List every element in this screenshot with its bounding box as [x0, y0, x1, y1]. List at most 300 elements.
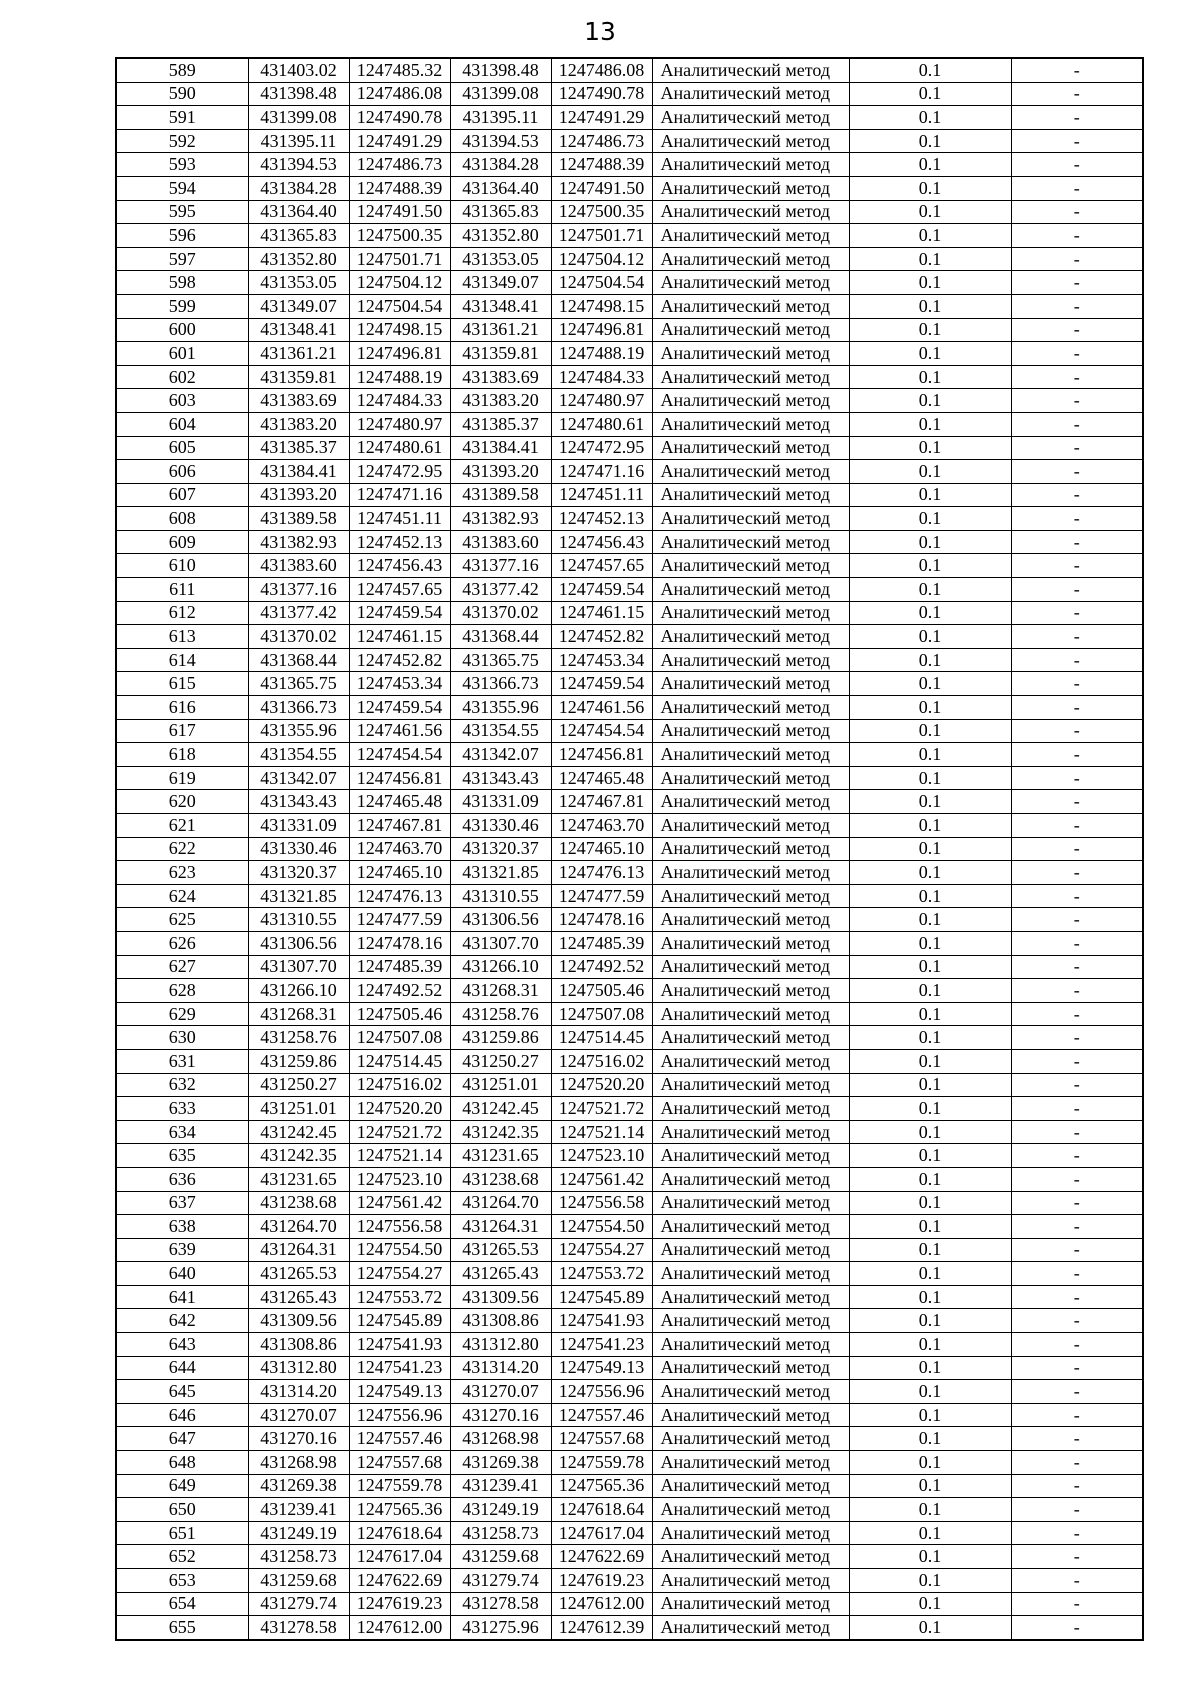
cell-point-number: 641 [116, 1285, 248, 1309]
cell-x-start: 431279.74 [248, 1592, 349, 1616]
cell-x-start: 431251.01 [248, 1097, 349, 1121]
cell-note: - [1011, 530, 1143, 554]
cell-x-end: 431365.83 [450, 200, 551, 224]
cell-point-number: 627 [116, 955, 248, 979]
cell-note: - [1011, 648, 1143, 672]
cell-y-end: 1247491.50 [551, 176, 652, 200]
cell-point-number: 631 [116, 1049, 248, 1073]
cell-y-end: 1247472.95 [551, 436, 652, 460]
cell-method: Аналитический метод [652, 200, 849, 224]
cell-x-end: 431239.41 [450, 1474, 551, 1498]
cell-accuracy: 0.1 [849, 1474, 1011, 1498]
cell-method: Аналитический метод [652, 1521, 849, 1545]
cell-accuracy: 0.1 [849, 318, 1011, 342]
cell-x-end: 431259.86 [450, 1026, 551, 1050]
cell-point-number: 630 [116, 1026, 248, 1050]
cell-x-end: 431312.80 [450, 1333, 551, 1357]
cell-method: Аналитический метод [652, 1356, 849, 1380]
cell-x-end: 431398.48 [450, 58, 551, 82]
cell-accuracy: 0.1 [849, 1144, 1011, 1168]
table-row [116, 1498, 1143, 1522]
cell-x-start: 431349.07 [248, 294, 349, 318]
cell-accuracy: 0.1 [849, 578, 1011, 602]
cell-y-end: 1247467.81 [551, 790, 652, 814]
cell-y-end: 1247622.69 [551, 1545, 652, 1569]
cell-note: - [1011, 1049, 1143, 1073]
cell-y-start: 1247545.89 [349, 1309, 450, 1333]
cell-point-number: 625 [116, 908, 248, 932]
cell-note: - [1011, 955, 1143, 979]
cell-x-start: 431393.20 [248, 483, 349, 507]
cell-y-end: 1247514.45 [551, 1026, 652, 1050]
cell-method: Аналитический метод [652, 1498, 849, 1522]
cell-method: Аналитический метод [652, 1026, 849, 1050]
cell-x-end: 431349.07 [450, 271, 551, 295]
cell-y-start: 1247453.34 [349, 672, 450, 696]
cell-note: - [1011, 1191, 1143, 1215]
table-row [116, 1380, 1143, 1404]
cell-point-number: 598 [116, 271, 248, 295]
cell-y-end: 1247451.11 [551, 483, 652, 507]
cell-method: Аналитический метод [652, 483, 849, 507]
cell-y-start: 1247505.46 [349, 1002, 450, 1026]
cell-x-end: 431268.31 [450, 979, 551, 1003]
cell-y-start: 1247557.46 [349, 1427, 450, 1451]
cell-note: - [1011, 342, 1143, 366]
cell-y-end: 1247476.13 [551, 861, 652, 885]
cell-x-start: 431309.56 [248, 1309, 349, 1333]
cell-y-end: 1247559.78 [551, 1451, 652, 1475]
cell-y-end: 1247553.72 [551, 1262, 652, 1286]
cell-y-start: 1247619.23 [349, 1592, 450, 1616]
cell-point-number: 618 [116, 743, 248, 767]
cell-accuracy: 0.1 [849, 1026, 1011, 1050]
cell-y-start: 1247561.42 [349, 1191, 450, 1215]
cell-x-start: 431383.20 [248, 412, 349, 436]
cell-y-start: 1247459.54 [349, 601, 450, 625]
cell-x-end: 431265.53 [450, 1238, 551, 1262]
cell-y-end: 1247523.10 [551, 1144, 652, 1168]
cell-x-end: 431399.08 [450, 82, 551, 106]
cell-accuracy: 0.1 [849, 648, 1011, 672]
table-row [116, 58, 1143, 82]
table-row [116, 672, 1143, 696]
table-row [116, 1521, 1143, 1545]
cell-point-number: 603 [116, 389, 248, 413]
cell-accuracy: 0.1 [849, 224, 1011, 248]
cell-method: Аналитический метод [652, 1002, 849, 1026]
table-row [116, 129, 1143, 153]
cell-point-number: 645 [116, 1380, 248, 1404]
table-row [116, 530, 1143, 554]
cell-note: - [1011, 625, 1143, 649]
cell-accuracy: 0.1 [849, 1120, 1011, 1144]
cell-accuracy: 0.1 [849, 1616, 1011, 1640]
cell-point-number: 616 [116, 696, 248, 720]
cell-method: Аналитический метод [652, 1120, 849, 1144]
cell-y-start: 1247452.13 [349, 530, 450, 554]
cell-x-start: 431259.86 [248, 1049, 349, 1073]
cell-y-start: 1247472.95 [349, 460, 450, 484]
cell-note: - [1011, 672, 1143, 696]
cell-point-number: 620 [116, 790, 248, 814]
cell-y-start: 1247500.35 [349, 224, 450, 248]
cell-y-start: 1247486.08 [349, 82, 450, 106]
cell-accuracy: 0.1 [849, 979, 1011, 1003]
cell-x-end: 431359.81 [450, 342, 551, 366]
cell-accuracy: 0.1 [849, 200, 1011, 224]
cell-note: - [1011, 884, 1143, 908]
cell-x-start: 431359.81 [248, 365, 349, 389]
table-row [116, 460, 1143, 484]
cell-point-number: 605 [116, 436, 248, 460]
cell-x-start: 431308.86 [248, 1333, 349, 1357]
cell-method: Аналитический метод [652, 342, 849, 366]
table-row [116, 1215, 1143, 1239]
table-body [116, 58, 1143, 1640]
cell-x-start: 431366.73 [248, 696, 349, 720]
cell-point-number: 632 [116, 1073, 248, 1097]
cell-note: - [1011, 82, 1143, 106]
cell-accuracy: 0.1 [849, 601, 1011, 625]
cell-y-start: 1247498.15 [349, 318, 450, 342]
table-row [116, 1592, 1143, 1616]
cell-accuracy: 0.1 [849, 861, 1011, 885]
table-row [116, 1120, 1143, 1144]
cell-point-number: 651 [116, 1521, 248, 1545]
cell-method: Аналитический метод [652, 1451, 849, 1475]
cell-x-start: 431265.43 [248, 1285, 349, 1309]
cell-y-start: 1247484.33 [349, 389, 450, 413]
cell-accuracy: 0.1 [849, 743, 1011, 767]
cell-note: - [1011, 318, 1143, 342]
cell-y-end: 1247463.70 [551, 814, 652, 838]
cell-y-start: 1247622.69 [349, 1569, 450, 1593]
cell-method: Аналитический метод [652, 861, 849, 885]
cell-accuracy: 0.1 [849, 1309, 1011, 1333]
cell-x-end: 431251.01 [450, 1073, 551, 1097]
cell-y-end: 1247504.54 [551, 271, 652, 295]
cell-y-end: 1247565.36 [551, 1474, 652, 1498]
cell-y-end: 1247461.56 [551, 696, 652, 720]
cell-y-start: 1247521.14 [349, 1144, 450, 1168]
cell-x-start: 431278.58 [248, 1616, 349, 1640]
table-row [116, 979, 1143, 1003]
cell-point-number: 644 [116, 1356, 248, 1380]
cell-point-number: 654 [116, 1592, 248, 1616]
cell-point-number: 629 [116, 1002, 248, 1026]
cell-note: - [1011, 1569, 1143, 1593]
cell-y-end: 1247461.15 [551, 601, 652, 625]
cell-x-end: 431368.44 [450, 625, 551, 649]
cell-x-start: 431265.53 [248, 1262, 349, 1286]
table-row [116, 1144, 1143, 1168]
cell-y-start: 1247480.97 [349, 412, 450, 436]
cell-x-end: 431382.93 [450, 507, 551, 531]
table-row [116, 1309, 1143, 1333]
cell-accuracy: 0.1 [849, 460, 1011, 484]
cell-x-end: 431242.35 [450, 1120, 551, 1144]
cell-point-number: 624 [116, 884, 248, 908]
cell-y-end: 1247486.73 [551, 129, 652, 153]
cell-y-start: 1247467.81 [349, 814, 450, 838]
cell-note: - [1011, 1215, 1143, 1239]
cell-x-end: 431309.56 [450, 1285, 551, 1309]
cell-method: Аналитический метод [652, 955, 849, 979]
cell-method: Аналитический метод [652, 648, 849, 672]
cell-note: - [1011, 601, 1143, 625]
cell-y-end: 1247516.02 [551, 1049, 652, 1073]
cell-y-start: 1247504.12 [349, 271, 450, 295]
cell-y-end: 1247545.89 [551, 1285, 652, 1309]
cell-note: - [1011, 814, 1143, 838]
cell-accuracy: 0.1 [849, 837, 1011, 861]
cell-method: Аналитический метод [652, 1144, 849, 1168]
cell-x-end: 431307.70 [450, 931, 551, 955]
cell-x-start: 431312.80 [248, 1356, 349, 1380]
table-row [116, 837, 1143, 861]
cell-accuracy: 0.1 [849, 507, 1011, 531]
cell-accuracy: 0.1 [849, 1285, 1011, 1309]
cell-accuracy: 0.1 [849, 1380, 1011, 1404]
cell-y-start: 1247523.10 [349, 1167, 450, 1191]
cell-x-end: 431365.75 [450, 648, 551, 672]
cell-y-end: 1247480.61 [551, 412, 652, 436]
cell-note: - [1011, 1356, 1143, 1380]
cell-y-start: 1247477.59 [349, 908, 450, 932]
cell-point-number: 594 [116, 176, 248, 200]
cell-point-number: 606 [116, 460, 248, 484]
cell-point-number: 652 [116, 1545, 248, 1569]
cell-y-start: 1247521.72 [349, 1120, 450, 1144]
cell-y-start: 1247514.45 [349, 1049, 450, 1073]
table-row [116, 412, 1143, 436]
cell-x-start: 431270.16 [248, 1427, 349, 1451]
cell-x-end: 431321.85 [450, 861, 551, 885]
cell-note: - [1011, 1262, 1143, 1286]
cell-method: Аналитический метод [652, 530, 849, 554]
cell-y-end: 1247556.96 [551, 1380, 652, 1404]
table-row [116, 790, 1143, 814]
cell-accuracy: 0.1 [849, 696, 1011, 720]
cell-accuracy: 0.1 [849, 389, 1011, 413]
cell-note: - [1011, 1167, 1143, 1191]
cell-x-start: 431238.68 [248, 1191, 349, 1215]
cell-accuracy: 0.1 [849, 1073, 1011, 1097]
cell-y-end: 1247492.52 [551, 955, 652, 979]
cell-accuracy: 0.1 [849, 1498, 1011, 1522]
table-row [116, 153, 1143, 177]
cell-x-start: 431321.85 [248, 884, 349, 908]
cell-method: Аналитический метод [652, 1333, 849, 1357]
cell-x-end: 431389.58 [450, 483, 551, 507]
cell-note: - [1011, 1120, 1143, 1144]
table-row [116, 1049, 1143, 1073]
cell-x-end: 431377.42 [450, 578, 551, 602]
cell-y-end: 1247485.39 [551, 931, 652, 955]
cell-y-start: 1247557.68 [349, 1451, 450, 1475]
cell-method: Аналитический метод [652, 224, 849, 248]
cell-x-start: 431353.05 [248, 271, 349, 295]
cell-x-start: 431377.16 [248, 578, 349, 602]
cell-y-end: 1247496.81 [551, 318, 652, 342]
cell-y-start: 1247456.81 [349, 766, 450, 790]
cell-note: - [1011, 271, 1143, 295]
cell-method: Аналитический метод [652, 365, 849, 389]
table-row [116, 1569, 1143, 1593]
cell-accuracy: 0.1 [849, 790, 1011, 814]
table-row [116, 931, 1143, 955]
cell-x-end: 431361.21 [450, 318, 551, 342]
cell-point-number: 597 [116, 247, 248, 271]
cell-point-number: 591 [116, 106, 248, 130]
table-row [116, 1427, 1143, 1451]
cell-y-end: 1247486.08 [551, 58, 652, 82]
table-row [116, 1474, 1143, 1498]
table-row [116, 1333, 1143, 1357]
cell-y-start: 1247465.48 [349, 790, 450, 814]
cell-point-number: 626 [116, 931, 248, 955]
cell-point-number: 628 [116, 979, 248, 1003]
cell-y-start: 1247618.64 [349, 1521, 450, 1545]
cell-note: - [1011, 861, 1143, 885]
cell-x-start: 431361.21 [248, 342, 349, 366]
cell-x-start: 431268.98 [248, 1451, 349, 1475]
cell-method: Аналитический метод [652, 578, 849, 602]
cell-x-end: 431242.45 [450, 1097, 551, 1121]
cell-method: Аналитический метод [652, 58, 849, 82]
cell-x-end: 431370.02 [450, 601, 551, 625]
cell-accuracy: 0.1 [849, 672, 1011, 696]
cell-x-start: 431403.02 [248, 58, 349, 82]
cell-note: - [1011, 1380, 1143, 1404]
cell-y-end: 1247484.33 [551, 365, 652, 389]
table-row [116, 271, 1143, 295]
cell-accuracy: 0.1 [849, 412, 1011, 436]
cell-y-start: 1247461.15 [349, 625, 450, 649]
cell-y-start: 1247463.70 [349, 837, 450, 861]
cell-x-end: 431270.07 [450, 1380, 551, 1404]
cell-point-number: 637 [116, 1191, 248, 1215]
cell-note: - [1011, 908, 1143, 932]
cell-y-start: 1247516.02 [349, 1073, 450, 1097]
cell-y-start: 1247520.20 [349, 1097, 450, 1121]
cell-x-start: 431364.40 [248, 200, 349, 224]
cell-x-start: 431264.31 [248, 1238, 349, 1262]
cell-method: Аналитический метод [652, 625, 849, 649]
cell-y-end: 1247471.16 [551, 460, 652, 484]
cell-x-start: 431307.70 [248, 955, 349, 979]
cell-x-end: 431330.46 [450, 814, 551, 838]
cell-accuracy: 0.1 [849, 884, 1011, 908]
cell-x-end: 431238.68 [450, 1167, 551, 1191]
cell-x-end: 431343.43 [450, 766, 551, 790]
cell-accuracy: 0.1 [849, 908, 1011, 932]
cell-y-start: 1247504.54 [349, 294, 450, 318]
cell-method: Аналитический метод [652, 460, 849, 484]
cell-y-end: 1247561.42 [551, 1167, 652, 1191]
cell-accuracy: 0.1 [849, 1569, 1011, 1593]
cell-y-start: 1247553.72 [349, 1285, 450, 1309]
cell-note: - [1011, 1238, 1143, 1262]
cell-note: - [1011, 931, 1143, 955]
cell-note: - [1011, 1026, 1143, 1050]
cell-x-start: 431310.55 [248, 908, 349, 932]
table-row [116, 1002, 1143, 1026]
cell-note: - [1011, 1521, 1143, 1545]
cell-y-end: 1247480.97 [551, 389, 652, 413]
cell-y-end: 1247549.13 [551, 1356, 652, 1380]
cell-x-end: 431268.98 [450, 1427, 551, 1451]
page-number: 13 [584, 17, 616, 46]
cell-x-start: 431330.46 [248, 837, 349, 861]
cell-accuracy: 0.1 [849, 530, 1011, 554]
cell-method: Аналитический метод [652, 1049, 849, 1073]
cell-note: - [1011, 1498, 1143, 1522]
cell-note: - [1011, 247, 1143, 271]
cell-method: Аналитический метод [652, 743, 849, 767]
cell-point-number: 647 [116, 1427, 248, 1451]
table-row [116, 436, 1143, 460]
cell-x-start: 431239.41 [248, 1498, 349, 1522]
cell-accuracy: 0.1 [849, 625, 1011, 649]
table-row [116, 719, 1143, 743]
cell-point-number: 617 [116, 719, 248, 743]
cell-note: - [1011, 743, 1143, 767]
cell-note: - [1011, 578, 1143, 602]
cell-x-start: 431343.43 [248, 790, 349, 814]
cell-x-start: 431383.69 [248, 389, 349, 413]
table-row [116, 1451, 1143, 1475]
table-row [116, 1191, 1143, 1215]
cell-x-end: 431310.55 [450, 884, 551, 908]
cell-x-start: 431389.58 [248, 507, 349, 531]
cell-y-start: 1247565.36 [349, 1498, 450, 1522]
cell-x-end: 431320.37 [450, 837, 551, 861]
cell-accuracy: 0.1 [849, 271, 1011, 295]
cell-y-start: 1247486.73 [349, 153, 450, 177]
cell-accuracy: 0.1 [849, 1167, 1011, 1191]
cell-note: - [1011, 483, 1143, 507]
cell-y-start: 1247457.65 [349, 578, 450, 602]
cell-method: Аналитический метод [652, 1238, 849, 1262]
cell-note: - [1011, 460, 1143, 484]
cell-point-number: 612 [116, 601, 248, 625]
cell-point-number: 602 [116, 365, 248, 389]
cell-note: - [1011, 1474, 1143, 1498]
cell-note: - [1011, 1002, 1143, 1026]
cell-y-end: 1247507.08 [551, 1002, 652, 1026]
cell-accuracy: 0.1 [849, 1356, 1011, 1380]
cell-note: - [1011, 1592, 1143, 1616]
cell-method: Аналитический метод [652, 1545, 849, 1569]
cell-y-start: 1247492.52 [349, 979, 450, 1003]
cell-x-end: 431354.55 [450, 719, 551, 743]
cell-method: Аналитический метод [652, 129, 849, 153]
cell-x-end: 431331.09 [450, 790, 551, 814]
cell-x-start: 431270.07 [248, 1403, 349, 1427]
cell-method: Аналитический метод [652, 247, 849, 271]
cell-x-end: 431269.38 [450, 1451, 551, 1475]
cell-y-end: 1247491.29 [551, 106, 652, 130]
cell-method: Аналитический метод [652, 1592, 849, 1616]
cell-point-number: 613 [116, 625, 248, 649]
cell-point-number: 619 [116, 766, 248, 790]
cell-method: Аналитический метод [652, 837, 849, 861]
cell-x-end: 431279.74 [450, 1569, 551, 1593]
cell-point-number: 600 [116, 318, 248, 342]
cell-method: Аналитический метод [652, 884, 849, 908]
